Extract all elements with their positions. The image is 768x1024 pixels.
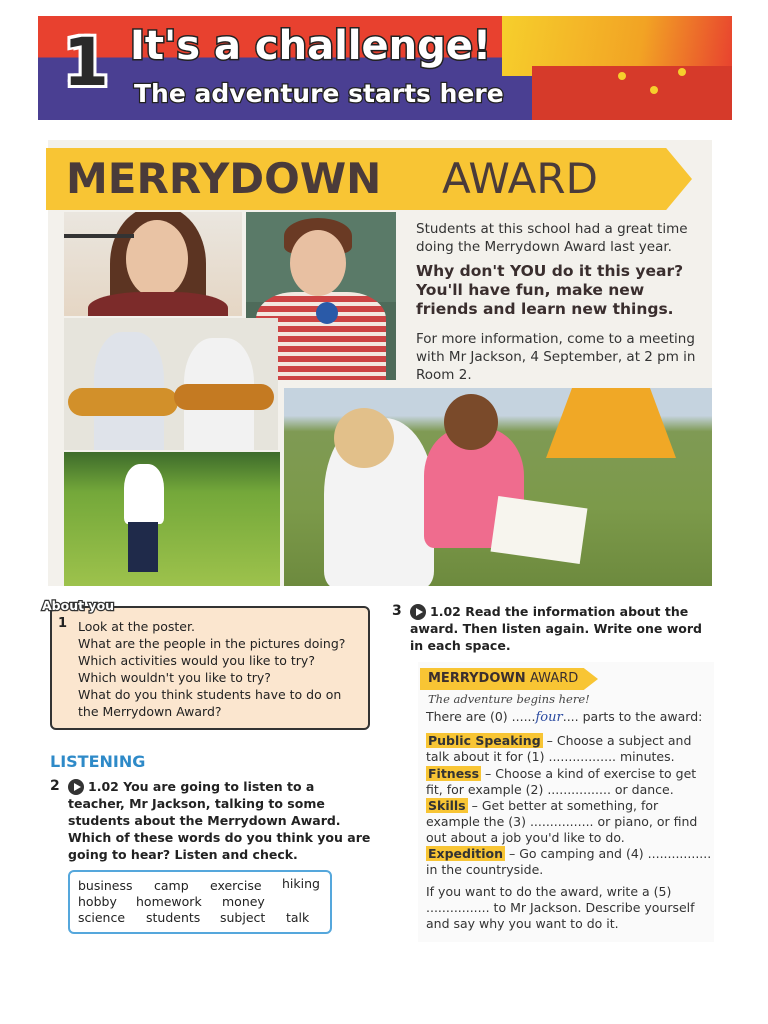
about-question: Which activities would you like to try? — [78, 653, 315, 668]
poster-info: For more information, come to a meeting with Mr Jackson, 4 September, at 2 pm in Room 2. — [416, 331, 696, 383]
unit-subtitle: The adventure starts here — [134, 79, 504, 108]
about-question: the Merrydown Award? — [78, 704, 222, 719]
form-closing: If you want to do the award, write a (5) ................ to Mr Jackson. Describe yourself and say why you want to do it. — [426, 884, 695, 931]
exercise-3-instructions: 1.02 Read the information about the award. Then listen again. Write one word in each space. — [410, 604, 702, 653]
form-skills — [426, 798, 712, 846]
form-tagline: The adventure begins here! — [428, 692, 590, 706]
section-text: – Choose a subject and talk about it for (1) ................. minutes. — [426, 733, 692, 764]
form-expedition — [426, 846, 712, 878]
section-text: – Go camping and (4) ................ in the countryside. — [426, 846, 712, 877]
about-you-label: About you — [42, 598, 115, 613]
photo-guitar-players — [64, 318, 278, 450]
exercise-2-instructions: 1.02 You are going to listen to a teacher, Mr Jackson, talking to some students about the Merrydown Award. Which of these words do you think you are going to hear? Listen and check. — [68, 779, 371, 862]
photo-girl-speaking — [64, 212, 242, 316]
section-label: Expedition — [428, 846, 504, 861]
poster-title-light: AWARD — [442, 154, 598, 203]
about-question: What are the people in the pictures doing? — [78, 636, 346, 651]
exercise-number: 2 — [50, 778, 60, 794]
form-title-light: AWARD — [530, 671, 579, 686]
word: money — [222, 894, 265, 909]
word: students — [146, 910, 201, 925]
word: hobby — [78, 894, 117, 909]
audio-play-icon[interactable] — [410, 604, 426, 620]
handwritten-answer: four — [535, 710, 563, 725]
word: homework — [136, 894, 202, 909]
section-text: – Get better at something, for example the (3) ................ or piano, or find out about a job you'd like to do. — [426, 798, 698, 845]
unit-title: It's a challenge! — [130, 23, 492, 69]
line-text: .... parts to the award: — [562, 709, 703, 724]
audio-play-icon[interactable] — [68, 779, 84, 795]
section-label: Fitness — [428, 766, 480, 781]
form-line-0 — [426, 709, 712, 726]
exercise-number: 1 — [58, 616, 68, 631]
listening-heading: LISTENING — [50, 752, 146, 771]
form-title-bold: MERRYDOWN — [428, 671, 526, 686]
word: camp — [154, 878, 189, 893]
section-label: Skills — [428, 798, 466, 813]
word-box — [68, 870, 332, 934]
about-question: What do you think students have to do on — [78, 687, 342, 702]
line-text: There are (0) ...... — [426, 709, 536, 724]
section-text: – Choose a kind of exercise to get fit, for example (2) ................ or dance. — [426, 766, 697, 797]
word: talk — [286, 910, 310, 925]
section-label: Public Speaking — [428, 733, 541, 748]
form-public-speaking — [426, 733, 712, 765]
word: exercise — [210, 878, 262, 893]
exercise-number: 3 — [392, 603, 402, 619]
about-question: Which wouldn't you like to try? — [78, 670, 271, 685]
poster-intro: Students at this school had a great time doing the Merrydown Award last year. — [416, 221, 688, 255]
word: science — [78, 910, 126, 925]
photo-camping-girls — [284, 388, 712, 586]
word: subject — [220, 910, 266, 925]
poster-pitch: Why don't YOU do it this year? You'll have fun, make new friends and learn new things. — [416, 262, 684, 318]
form-fitness — [426, 766, 712, 798]
unit-number: 1 — [63, 24, 109, 101]
word: business — [78, 878, 133, 893]
word: hiking — [282, 876, 320, 891]
photo-football-player — [64, 452, 280, 586]
about-question: Look at the poster. — [78, 619, 195, 634]
poster-title-bold: MERRYDOWN — [66, 154, 382, 203]
